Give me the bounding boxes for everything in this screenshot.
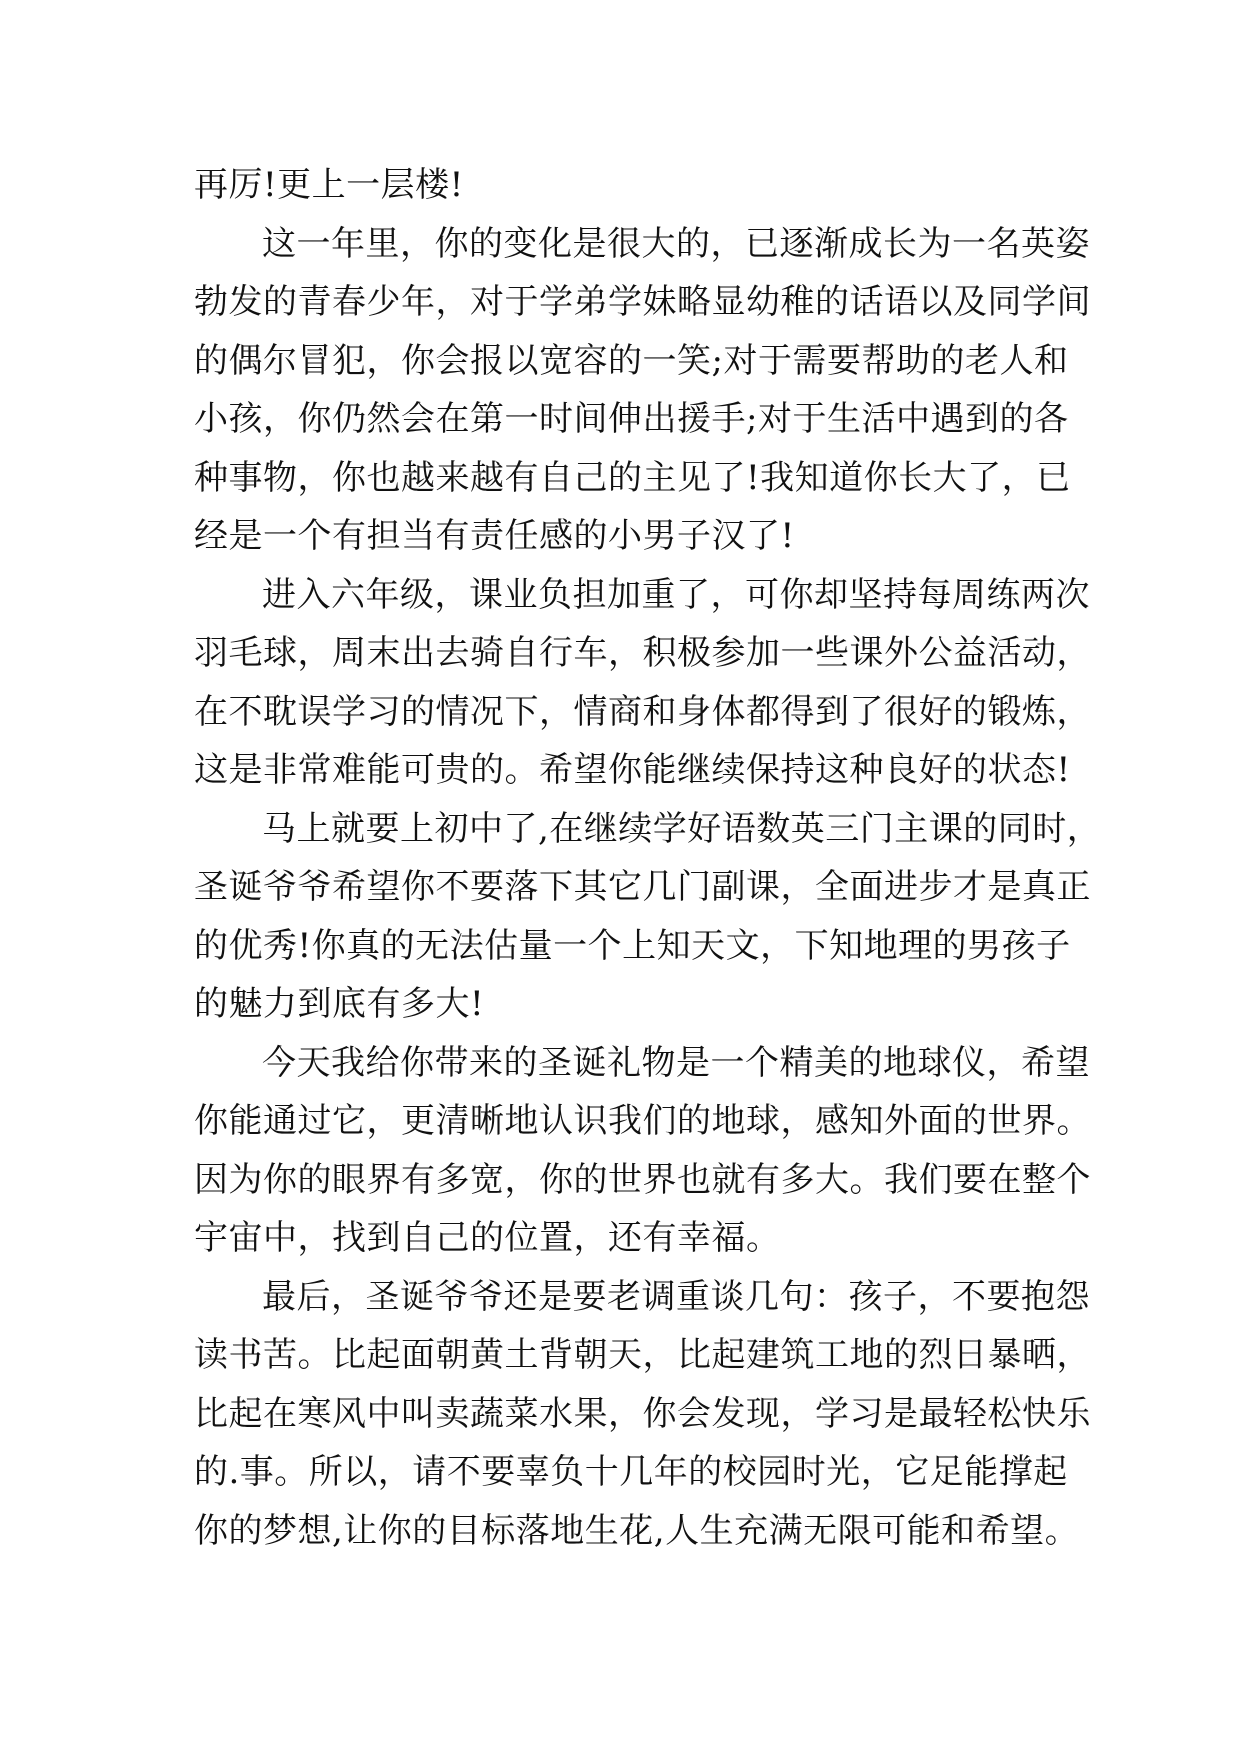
text-line: 再厉!更上一层楼! — [194, 165, 464, 205]
text-line: 种事物，你也越来越有自己的主见了!我知道你长大了，已 — [194, 457, 1071, 498]
text-line: 羽毛球，周末出去骑自行车，积极参加一些课外公益活动， — [194, 633, 1091, 673]
text-line: 进入六年级，课业负担加重了，可你却坚持每周练两次 — [262, 574, 1090, 615]
text-line: 的.事。所以，请不要辜负十几年的校园时光，它足能撑起 — [194, 1452, 1068, 1492]
text-line: 的偶尔冒犯，你会报以宽容的一笑;对于需要帮助的老人和 — [194, 340, 1069, 381]
text-line: 读书苦。比起面朝黄土背朝天，比起建筑工地的烈日暴晒， — [194, 1335, 1091, 1375]
text-line: 勃发的青春少年，对于学弟学妹略显幼稚的话语以及同学间 — [194, 282, 1091, 322]
text-line: 宇宙中，找到自己的位置，还有幸福。 — [194, 1218, 781, 1258]
text-line: 在不耽误学习的情况下，情商和身体都得到了很好的锻炼， — [194, 691, 1091, 732]
text-line: 比起在寒风中叫卖蔬菜水果，你会发现，学习是最轻松快乐 — [194, 1393, 1091, 1434]
text-line: 的优秀!你真的无法估量一个上知天文，下知地理的男孩子 — [194, 925, 1071, 966]
text-line: 这一年里，你的变化是很大的，已逐渐成长为一名英姿 — [262, 223, 1090, 264]
text-line: 这是非常难能可贵的。希望你能继续保持这种良好的状态! — [194, 750, 1071, 790]
text-line: 今天我给你带来的圣诞礼物是一个精美的地球仪，希望 — [262, 1042, 1090, 1083]
document-body-text — [194, 156, 1102, 1560]
text-line: 你的梦想,让你的目标落地生花,人生充满无限可能和希望。 — [194, 1510, 1080, 1551]
text-line: 最后，圣诞爷爷还是要老调重谈几句：孩子，不要抱怨 — [262, 1276, 1090, 1317]
text-line: 经是一个有担当有责任感的小男子汉了! — [194, 516, 795, 556]
text-line: 马上就要上初中了,在继续学好语数英三门主课的同时， — [262, 808, 1102, 849]
text-line: 因为你的眼界有多宽，你的世界也就有多大。我们要在整个 — [194, 1159, 1091, 1200]
text-line: 圣诞爷爷希望你不要落下其它几门副课，全面进步才是真正 — [194, 867, 1091, 907]
text-line: 你能通过它，更清晰地认识我们的地球，感知外面的世界。 — [194, 1101, 1091, 1141]
text-line: 小孩，你仍然会在第一时间伸出援手;对于生活中遇到的各 — [194, 399, 1069, 439]
text-line: 的魅力到底有多大! — [194, 984, 485, 1024]
